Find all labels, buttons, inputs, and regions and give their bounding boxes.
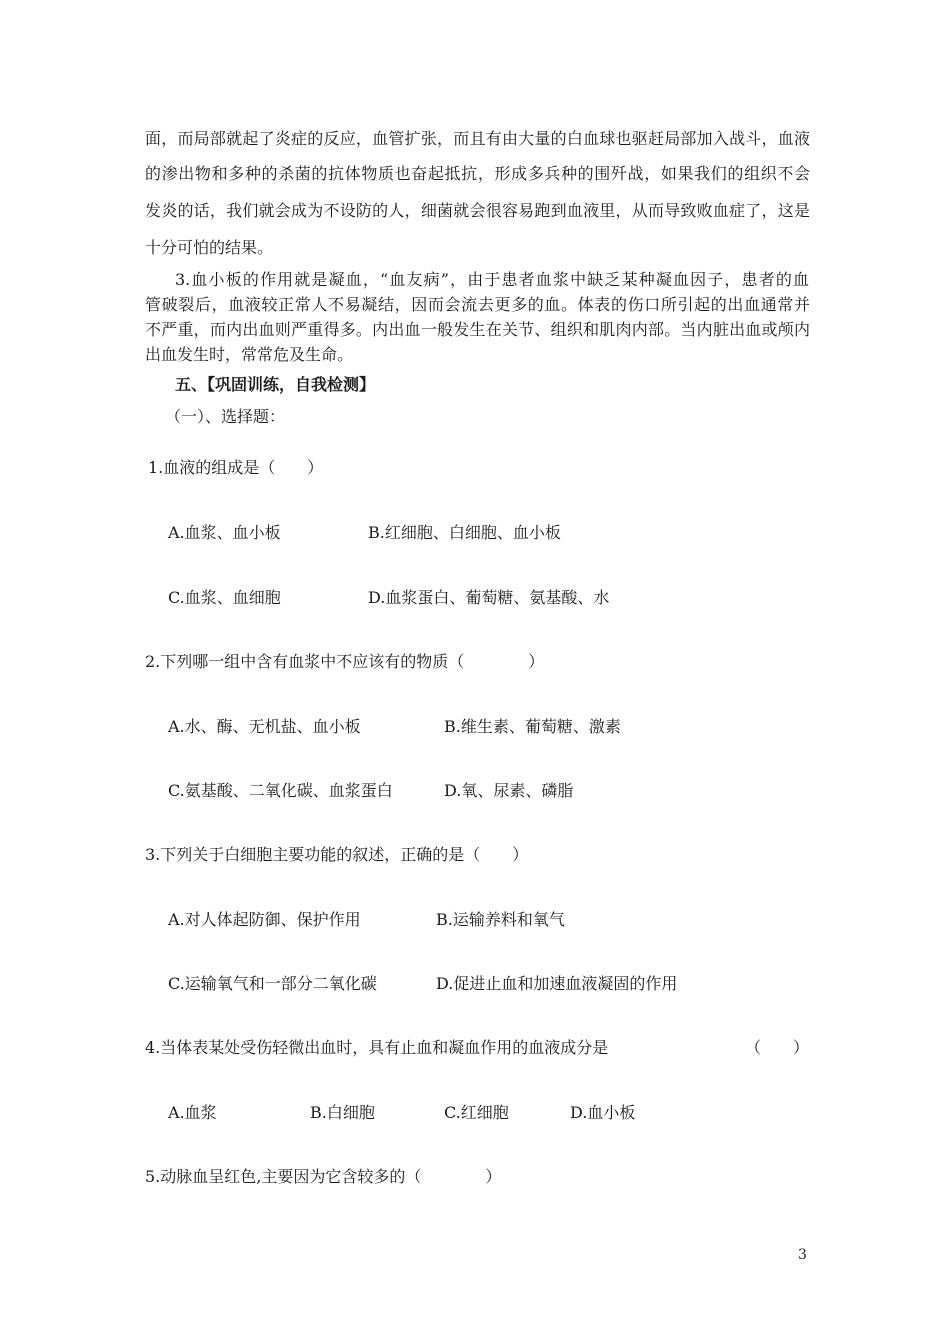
question-stem: 2.下列哪一组中含有血浆中不应该有的物质（ ） xyxy=(145,652,545,671)
answer-bracket: （ ） xyxy=(745,1038,810,1057)
paragraph-line: 不严重，而内出血则严重得多。内出血一般发生在关节、组织和肌肉内部。当内脏出血或颅内 xyxy=(145,320,810,339)
question-stem: 3.下列关于白细胞主要功能的叙述，正确的是（ ） xyxy=(145,845,529,864)
question-option: B.维生素、葡萄糖、激素 xyxy=(444,717,621,736)
paragraph-line: 管破裂后，血液较正常人不易凝结，因而会流去更多的血。体表的伤口所引起的出血通常并 xyxy=(145,295,810,314)
section-heading: 五、【巩固训练，自我检测】 xyxy=(175,375,376,394)
question-option: C.血浆、血细胞 xyxy=(168,588,281,607)
question-option: D.血小板 xyxy=(570,1103,636,1122)
question-option: C.红细胞 xyxy=(444,1103,509,1122)
question-option: C.氨基酸、二氧化碳、血浆蛋白 xyxy=(168,781,393,800)
question-option: B.白细胞 xyxy=(310,1103,375,1122)
paragraph-line: 面，而局部就起了炎症的反应，血管扩张，而且有由大量的白血球也驱赶局部加入战斗，血液 xyxy=(145,129,810,148)
paragraph-line: 发炎的话，我们就会成为不设防的人，细菌就会很容易跑到血液里，从而导致败血症了，这是 xyxy=(145,201,810,220)
question-option: B.运输养料和氧气 xyxy=(436,910,565,929)
question-option: C.运输氧气和一部分二氧化碳 xyxy=(168,974,377,993)
question-option: D.促进止血和加速血液凝固的作用 xyxy=(436,974,678,993)
question-option: A.血浆、血小板 xyxy=(168,523,281,542)
question-option: A.血浆 xyxy=(168,1103,217,1122)
paragraph-line: 的渗出物和多种的杀菌的抗体物质也奋起抵抗，形成多兵种的围歼战，如果我们的组织不会 xyxy=(145,164,810,183)
question-option: A.水、酶、无机盐、血小板 xyxy=(168,717,361,736)
question-option: D.血浆蛋白、葡萄糖、氨基酸、水 xyxy=(368,588,610,607)
question-stem: 4.当体表某处受伤轻微出血时，具有止血和凝血作用的血液成分是 xyxy=(145,1038,609,1057)
section-subheading: （一）、选择题： xyxy=(165,407,286,426)
page-number: 3 xyxy=(798,1247,807,1263)
question-stem: 1.血液的组成是（ ） xyxy=(148,458,324,477)
question-option: D.氧、尿素、磷脂 xyxy=(444,781,574,800)
paragraph-line: 十分可怕的结果。 xyxy=(145,238,274,257)
question-option: A.对人体起防御、保护作用 xyxy=(168,910,361,929)
paragraph-line: 3.血小板的作用就是凝血，“血友病”，由于患者血浆中缺乏某种凝血因子，患者的血 xyxy=(175,270,809,289)
question-stem: 5.动脉血呈红色,主要因为它含较多的（ ） xyxy=(145,1167,502,1186)
paragraph-line: 出血发生时，常常危及生命。 xyxy=(145,345,354,364)
question-option: B.红细胞、白细胞、血小板 xyxy=(368,523,561,542)
